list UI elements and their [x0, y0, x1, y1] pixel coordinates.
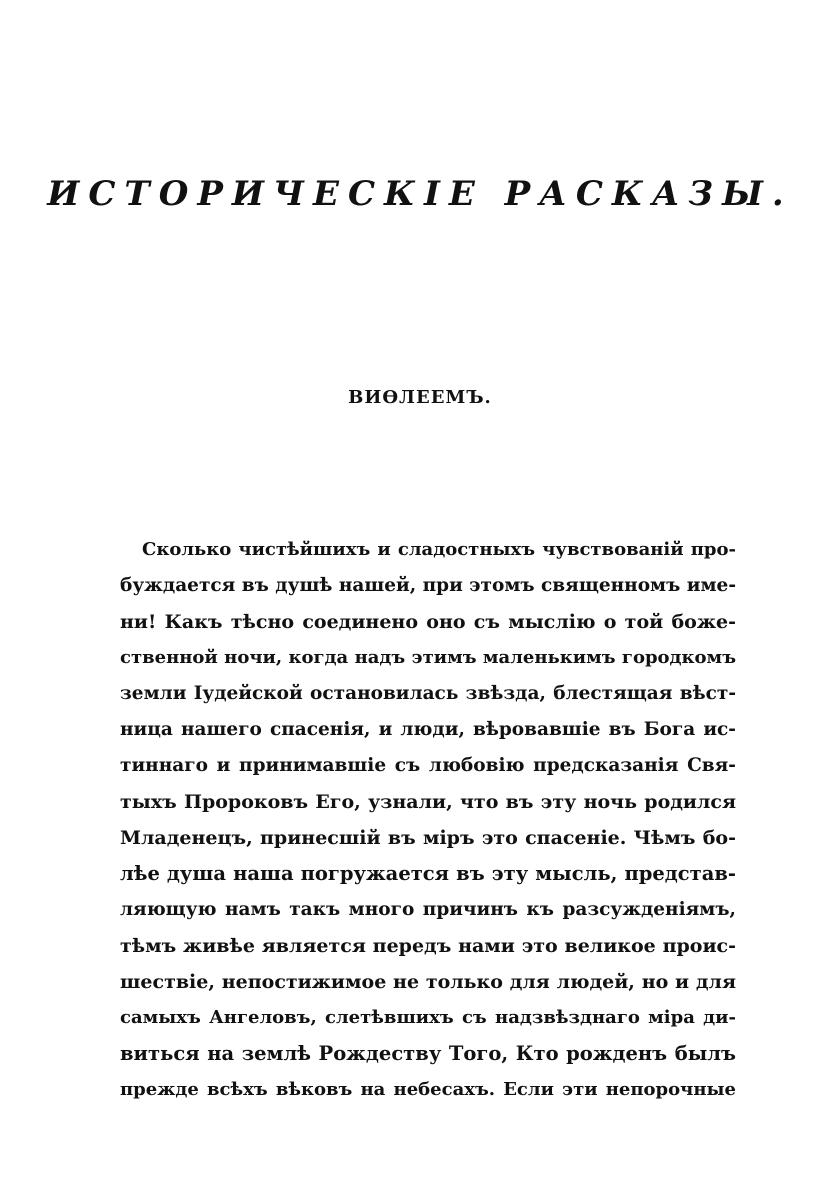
- text-line: лѣе душа наша погружается въ эту мысль, представ-: [120, 862, 736, 885]
- text-line: виться на землѣ Рождеству Того, Кто рожденъ былъ: [120, 1042, 736, 1065]
- text-line: Младенецъ, принесшій въ міръ это спасеніе. Чѣмъ бо-: [120, 827, 736, 849]
- text-line: ни! Какъ тѣсно соединено оно съ мыслію о той боже-: [120, 611, 736, 633]
- body-paragraph: [120, 532, 736, 1108]
- text-line: ственной ночи, когда надъ этимъ маленькимъ городкомъ: [120, 647, 736, 668]
- text-line: шествіе, непостижимое не только для людей, но и для: [120, 971, 736, 993]
- text-line: тиннаго и принимавшіе съ любовію предсказанія Свя-: [120, 755, 736, 776]
- text-line: Сколько чистѣйшихъ и сладостныхъ чувствованій про-: [142, 539, 736, 560]
- chapter-heading: ВИѲЛЕЕМЪ.: [348, 387, 492, 408]
- text-line: ляющую намъ такъ много причинъ къ разсужденіямъ,: [120, 899, 736, 920]
- text-line: земли Іудейской остановилась звѣзда, блестящая вѣст-: [120, 683, 736, 704]
- text-line: тѣмъ живѣе является передъ нами это великое проис-: [120, 935, 736, 957]
- text-line: тыхъ Пророковъ Его, узнали, что въ эту ночь родился: [120, 791, 736, 813]
- text-line: буждается въ душѣ нашей, при этомъ священномъ име-: [120, 575, 736, 596]
- text-line: ница нашего спасенія, и люди, вѣровавшіе въ Бога ис-: [120, 719, 736, 740]
- text-line: самыхъ Ангеловъ, слетѣвшихъ съ надзвѣзднаго міра ди-: [120, 1007, 736, 1028]
- page-title: ИСТОРИЧЕСКІЕ РАСКАЗЫ.: [47, 174, 793, 214]
- text-line: прежде всѣхъ вѣковъ на небесахъ. Если эти непорочные: [120, 1079, 736, 1100]
